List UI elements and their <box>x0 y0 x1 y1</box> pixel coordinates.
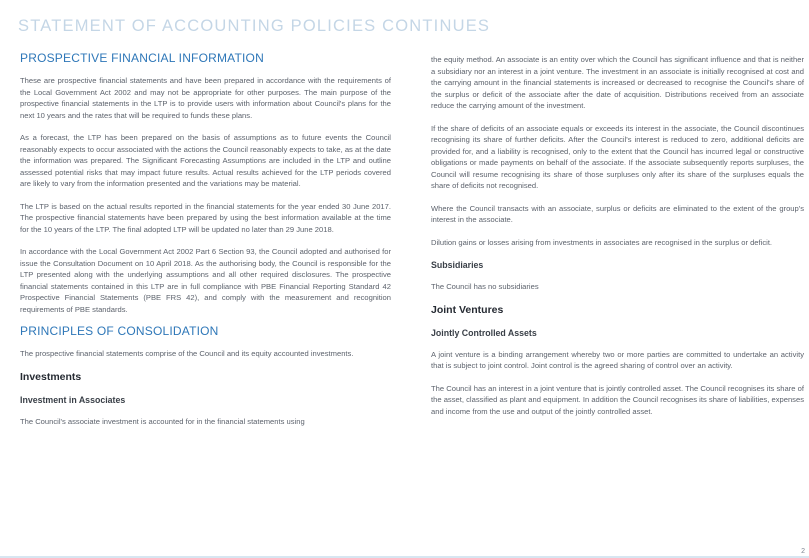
page-header-title: STATEMENT OF ACCOUNTING POLICIES CONTINUES <box>18 17 491 35</box>
paragraph: the equity method. An associate is an entity over which the Council has significant influence and that is neither a subsidiary nor an interest in a joint venture. The investment in an associate is initially recognised at cost and the carrying amount in the financial statements is increased or decreased to recognise the Council's share of the surplus or deficit of the associate after the date of acquisition. Distributions received from an associate reduce the carrying amount of the investment. <box>431 55 804 110</box>
paragraph: As a forecast, the LTP has been prepared on the basis of assumptions as to future events the Council reasonably expects to occur associated with the actions the Council reasonably expects to take, as at the date the information was prepared. The Significant Forecasting Assumptions are included in the LTP and outline assessed potential risks that may impact future results. Actual results achieved for the LTP periods covered are likely to vary from the information presented and the variations may be material. <box>20 133 391 188</box>
joint-ventures-heading: Joint Ventures <box>431 303 504 316</box>
paragraph: Where the Council transacts with an associate, surplus or deficits are eliminated to the extent of the group's interest in the associate. <box>431 203 804 224</box>
investments-heading: Investments <box>20 370 82 383</box>
paragraph: The prospective financial statements comprise of the Council and its equity accounted investments. <box>20 349 354 358</box>
left-column <box>20 51 391 438</box>
investment-in-associates-heading: Investment in Associates <box>20 394 126 405</box>
paragraph: The LTP is based on the actual results reported in the financial statements for the year ended 30 June 2017. The prospective financial statements have been prepared by using the best information available at the time for the 10 years of the LTP. The final adopted LTP will be updated no later than 29 June 2018. <box>20 201 391 234</box>
page-number: 2 <box>801 548 805 555</box>
paragraph: The Council has no subsidiaries <box>431 282 539 291</box>
paragraph: These are prospective financial statements and have been prepared in accordance with the requirements of the Local Government Act 2002 and may not be appropriate for other purposes. The main purpose of the prospective financial statements in the LTP is to provide users with information about Council's plans for the next 10 years and the rates that will be required to funds these plans. <box>20 76 391 120</box>
jointly-controlled-assets-heading: Jointly Controlled Assets <box>431 327 537 338</box>
principles-of-consolidation-heading: PRINCIPLES OF CONSOLIDATION <box>20 324 219 338</box>
prospective-financial-information-heading: PROSPECTIVE FINANCIAL INFORMATION <box>20 51 264 65</box>
paragraph: A joint venture is a binding arrangement whereby two or more parties are committed to undertake an activity that is subject to joint control. Joint control is the agreed sharing of control over an activity. <box>431 349 804 370</box>
paragraph: Dilution gains or losses arising from investments in associates are recognised in the surplus or deficit. <box>431 237 773 247</box>
right-column <box>431 54 804 428</box>
paragraph: The Council's associate investment is accounted for in the financial statements using <box>20 416 305 426</box>
paragraph: In accordance with the Local Government Act 2002 Part 6 Section 93, the Council adopted and authorised for issue the Consultation Document on 10 April 2018. As the authorising body, the Council is responsible for the LTP presented along with the underlying assumptions and all other required disclosures. The prospective financial statements contained in this LTP are in full compliance with PBE Financial Reporting Standard 42 Prospective Financial Statements (PBE FRS 42), and comply with the measurement and recognition requirements of PBE standards. <box>20 247 391 314</box>
paragraph: The Council has an interest in a joint venture that is jointly controlled asset. The Council recognises its share of the asset, classified as plant and equipment. In addition the Council recognises its share of liabilities, expenses and income from the use and output of the jointly controlled asset. <box>431 383 804 416</box>
paragraph: If the share of deficits of an associate equals or exceeds its interest in the associate, the Council discontinues recognising its share of further deficits. After the Council's interest is reduced to zero, additional deficits are provided for, and a liability is recognised, only to the extent that the Council has incurred legal or constructive obligations or made payments on behalf of the associate. If the associate subsequently reports surpluses, the Council will resume recognising its share of those surpluses only after its share of the surpluses equals the share of deficits not recognised. <box>431 123 804 190</box>
subsidiaries-heading: Subsidiaries <box>431 260 484 270</box>
